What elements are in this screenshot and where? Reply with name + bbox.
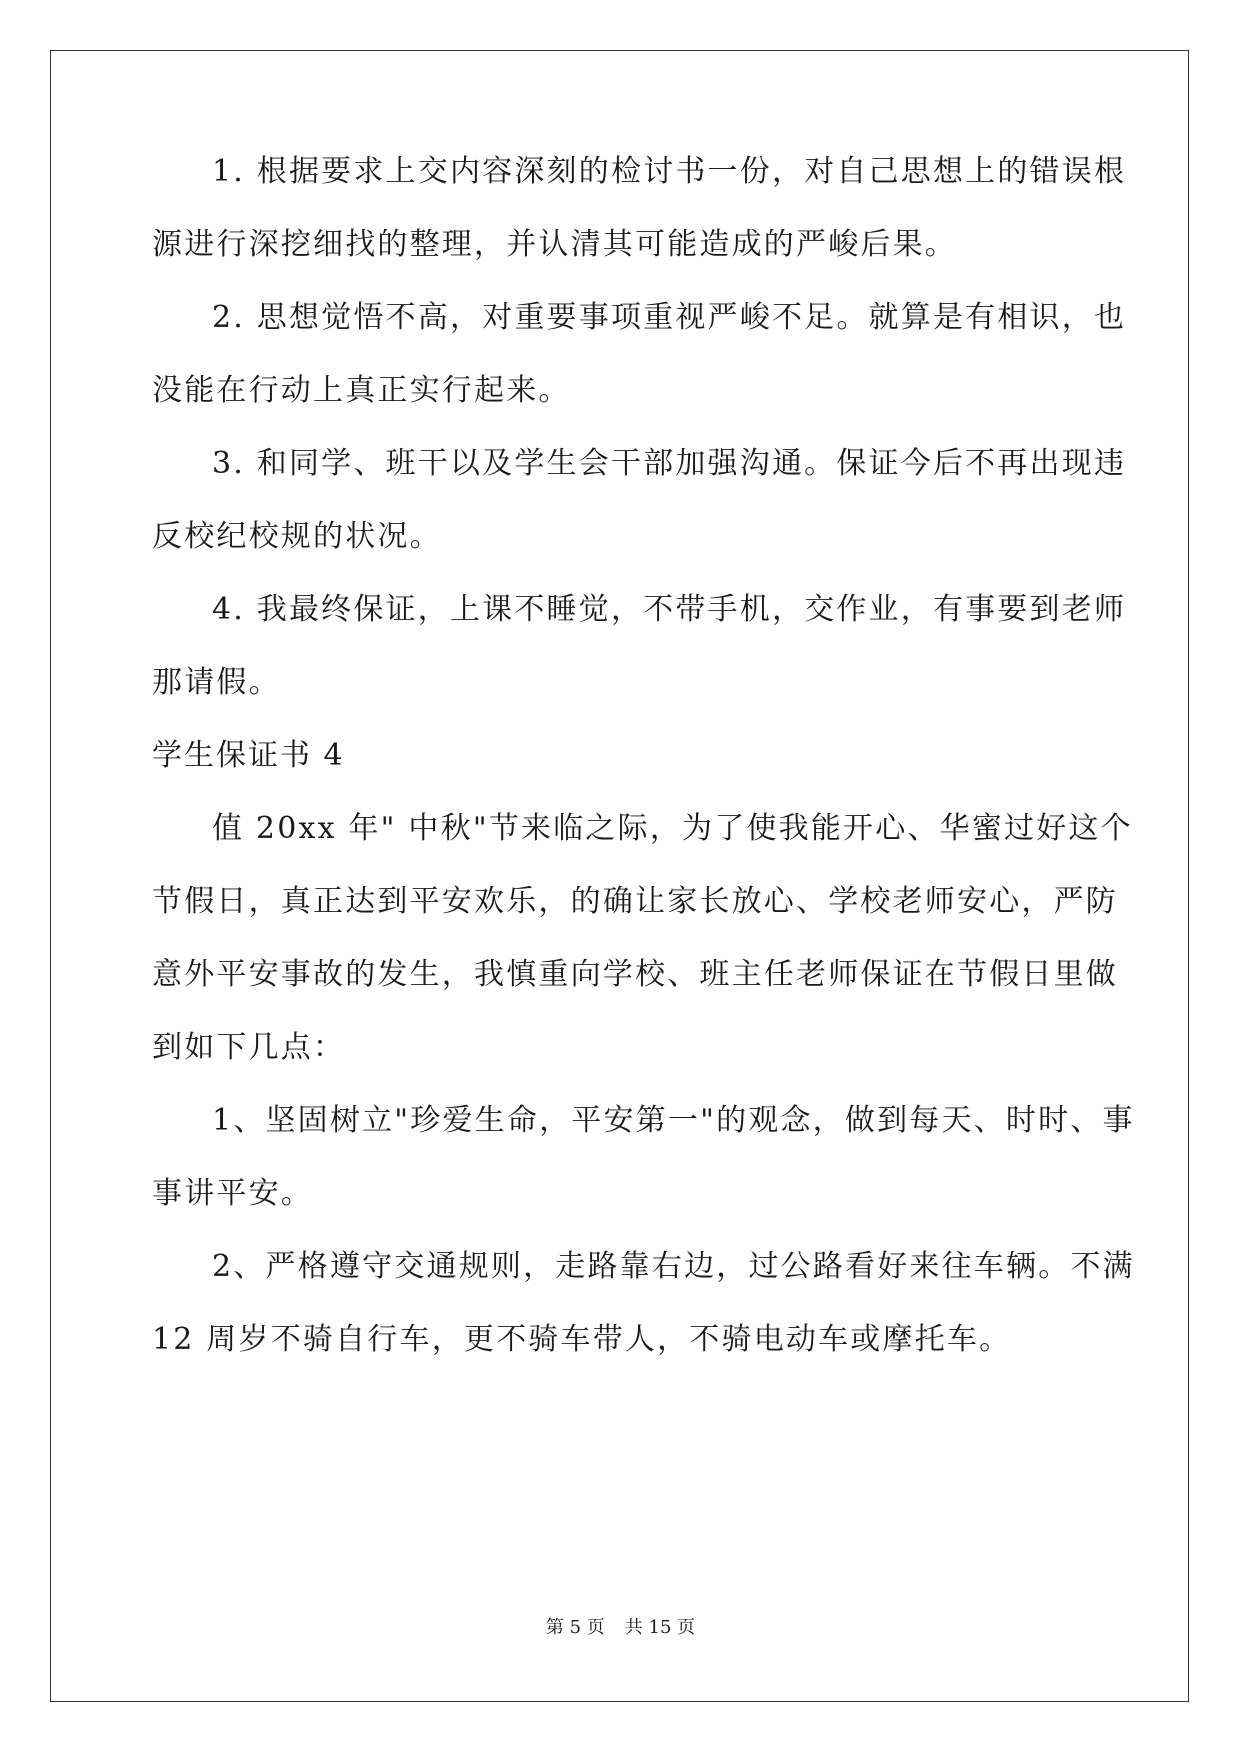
paragraph-5-line-4: 到如下几点： xyxy=(152,1030,346,1065)
page-footer xyxy=(0,1616,1241,1640)
paragraph-3-line-2: 反校纪校规的状况。 xyxy=(152,519,442,554)
paragraph-7-line-1: 2、严格遵守交通规则，走路靠右边，过公路看好来往车辆。不满 xyxy=(212,1249,1135,1284)
paragraph-4-line-2: 那请假。 xyxy=(152,665,281,700)
section-heading: 学生保证书 4 xyxy=(152,738,345,773)
paragraph-1-line-1: 1. 根据要求上交内容深刻的检讨书一份，对自己思想上的错误根 xyxy=(212,154,1127,189)
paragraph-1-line-2: 源进行深挖细找的整理，并认清其可能造成的严峻后果。 xyxy=(152,227,957,262)
paragraph-5-line-3: 意外平安事故的发生，我慎重向学校、班主任老师保证在节假日里做 xyxy=(152,957,1118,992)
paragraph-7-line-2: 12 周岁不骑自行车，更不骑车带人，不骑电动车或摩托车。 xyxy=(152,1322,1012,1357)
page-number: 第 5 页 xyxy=(545,1617,605,1638)
paragraph-2-line-2: 没能在行动上真正实行起来。 xyxy=(152,373,571,408)
paragraph-4-line-1: 4. 我最终保证，上课不睡觉，不带手机，交作业，有事要到老师 xyxy=(212,592,1127,627)
paragraph-6-line-2: 事讲平安。 xyxy=(152,1176,313,1211)
paragraph-2-line-1: 2. 思想觉悟不高，对重要事项重视严峻不足。就算是有相识，也 xyxy=(212,300,1127,335)
paragraph-5-line-2: 节假日，真正达到平安欢乐，的确让家长放心、学校老师安心，严防 xyxy=(152,884,1118,919)
paragraph-3-line-1: 3. 和同学、班干以及学生会干部加强沟通。保证今后不再出现违 xyxy=(212,446,1127,481)
page-total: 共 15 页 xyxy=(624,1617,696,1638)
paragraph-5-line-1: 值 20xx 年" 中秋"节来临之际，为了使我能开心、华蜜过好这个 xyxy=(212,811,1133,846)
paragraph-6-line-1: 1、坚固树立"珍爱生命，平安第一"的观念，做到每天、时时、事 xyxy=(212,1103,1135,1138)
